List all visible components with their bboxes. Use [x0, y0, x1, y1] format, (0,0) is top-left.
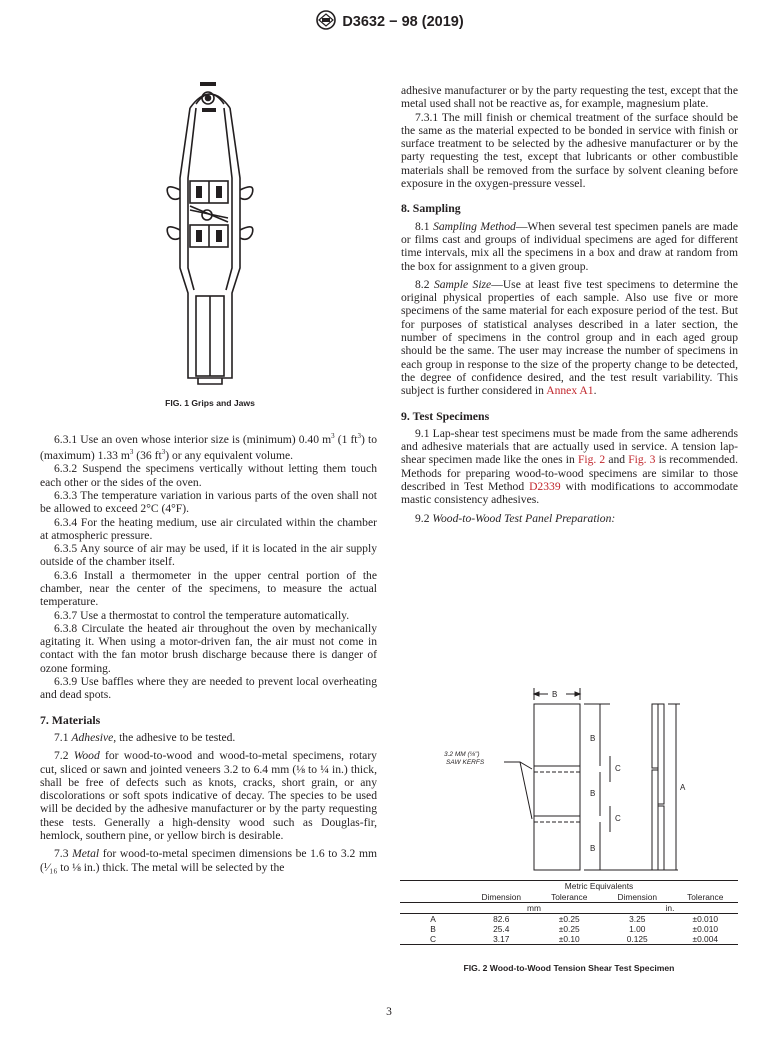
fig2-dim-b-2: B: [590, 789, 596, 798]
cell: ±0.004: [692, 934, 719, 944]
unit-mm: mm: [527, 903, 541, 913]
unit-in: in.: [665, 903, 675, 913]
row-label: A: [430, 914, 436, 924]
page-header: [0, 10, 778, 34]
annex-a1-link[interactable]: Annex A1: [546, 384, 594, 398]
cell: 25.4: [493, 924, 510, 934]
fig2-dim-a: A: [680, 783, 686, 792]
table-row: [400, 934, 738, 945]
cell: ±0.25: [558, 924, 580, 934]
para-7-1-term: Adhesive,: [71, 730, 117, 744]
para-7-3-term: Metal: [72, 847, 100, 861]
table-row: [400, 914, 738, 925]
col-dimension-mm: Dimension: [481, 892, 522, 902]
fig2-dim-b-1: B: [590, 734, 596, 743]
para-9-1-and: and: [608, 453, 626, 467]
para-7-1-num: 7.1: [54, 730, 69, 744]
fig2-specimen-drawing: [440, 686, 710, 876]
para-8-1: [401, 220, 738, 273]
para-8-1-term: Sampling Method: [433, 219, 516, 233]
para-8-2-num: 8.2: [415, 277, 430, 291]
cell: 0.125: [626, 934, 648, 944]
para-7-1-text: the adhesive to be tested.: [119, 730, 236, 744]
para-9-2-term: Wood-to-Wood Test Panel Preparation:: [432, 511, 616, 525]
col-tolerance-mm: Tolerance: [551, 892, 588, 902]
para-6-3-5: 6.3.5 Any source of air may be used, if it is located in the air supply outside of the chamber itself.: [40, 542, 377, 569]
astm-logo-icon: [314, 10, 338, 34]
para-7-1: [40, 731, 377, 744]
cell: ±0.10: [558, 934, 580, 944]
para-7-2-text: for wood-to-wood and wood-to-metal specimens, rotary cut, sliced or sawn and jointed veneers 3.2 to 6.4 mm (⅛ to ¼ in.) thick, shall be free of defects such as knots, cracks, short grain, or any discolorations or soft spots indicative of decay. The species to be used will be decided by the adhesive manufacturer or by the party requesting these tests. Generally a high-density wood such as Douglas-fir, hemlock, southern pine, or yellow birch is desirable.: [40, 749, 377, 843]
para-7-2-term: Wood: [73, 749, 100, 763]
metric-table-title: Metric Equivalents: [400, 880, 738, 892]
para-6-3-8: 6.3.8 Circulate the heated air throughout the oven by mechanically agitating it. When using a motor-driven fan, the air must not come in contact with the fan motor brush discharge because there is danger of ozone forming.: [40, 621, 377, 675]
para-9-2-num: 9.2: [415, 511, 430, 525]
fig2-link[interactable]: Fig. 2: [577, 453, 606, 467]
section-7-heading: 7. Materials: [40, 712, 101, 727]
fig2-caption: FIG. 2 Wood-to-Wood Tension Shear Test Specimen: [463, 963, 675, 973]
section-8-heading: 8. Sampling: [401, 201, 461, 216]
para-6-3-6: 6.3.6 Install a thermometer in the upper central portion of the chamber, near the center of the specimens, to measure the actual temperature.: [40, 568, 377, 609]
standard-designation: D3632 − 98 (2019): [342, 14, 464, 30]
para-7-2: [40, 749, 377, 842]
cell: 82.6: [493, 914, 510, 924]
para-7-3-num: 7.3: [54, 847, 69, 861]
fig2-kerf-label-1: 3.2 MM (⅛"): [444, 751, 480, 758]
para-9-1-text-b: is recommended. Methods for preparing wood-to-wood specimens are similar to those described in Test Method: [401, 453, 738, 494]
para-7-2-num: 7.2: [54, 749, 69, 763]
right-column: [401, 84, 738, 525]
para-9-1-text-a: 9.1 Lap-shear test specimens must be made from the same adherends and adhesive materials that are actually used in service. A tension lap-shear specimen made like the ones in: [401, 426, 738, 467]
row-label: C: [429, 934, 437, 944]
metric-equivalents-table: [400, 880, 738, 945]
cell: 3.17: [493, 934, 510, 944]
para-7-3: [40, 847, 377, 874]
para-8-1-text: —When several test specimen panels are made or films cast and groups of individual specimens are aged for different time intervals, mix all the specimens in a box and draw at random from the box for assignment to a given group.: [401, 219, 738, 273]
para-6-3-2: 6.3.2 Suspend the specimens vertically without letting them touch each other or the sides of the oven.: [40, 462, 377, 489]
fig1-caption: FIG. 1 Grips and Jaws: [165, 398, 255, 408]
left-column: [40, 430, 377, 874]
para-6-3-3: 6.3.3 The temperature variation in various parts of the oven shall not be allowed to exceed 2°C (4°F).: [40, 488, 377, 516]
row-label: B: [430, 924, 436, 934]
fig2-dim-b-top: B: [552, 690, 558, 699]
cell: ±0.010: [692, 924, 719, 934]
fig2-dim-c-1: C: [615, 764, 621, 773]
para-7-3-1: 7.3.1 The mill finish or chemical treatment of the surface should be the same as the material expected to be bonded in service with finish or surface treatment to be selected by the adhesive manufacturer or by the party requesting the test, except that lubricants or other combustible materials shall be removed from the surface by solvent cleaning before exposure in the oxygen-pressure vessel.: [401, 110, 738, 191]
cell: 1.00: [629, 924, 646, 934]
fig2-dim-b-3: B: [590, 844, 596, 853]
para-9-1: [401, 427, 738, 507]
col-tolerance-in: Tolerance: [687, 892, 724, 902]
col-dimension-in: Dimension: [617, 892, 658, 902]
fig2-kerf-label-2: SAW KERFS: [446, 759, 485, 766]
para-7-3-continued: adhesive manufacturer or by the party requesting the test, except that the metal used shall not be reactive as, for example, magnesium plate.: [401, 84, 738, 111]
para-8-2-text: —Use at least five test specimens to determine the original physical properties of each sample. Also use five or more specimens of the same material for each exposure period of the test. But for purposes of statistical analyses described in a later section, the number of specimens in the control group and in each aged group should be the same. The user may increase the number of specimens in each group in response to the size of the property change to be detected, the degree of confidence desired, and the test result variability. This subject is further considered in: [401, 277, 738, 398]
para-9-1-text-c: with modifications to accommodate mastic consistency adhesives.: [401, 480, 738, 507]
para-6-3-1: 6.3.1 Use an oven whose interior size is (minimum) 0.40 $m^3$ (1 $ft^3$) to (maximum) 1.33 $m^3$ (36 $ft^3$) or any equivalent volume.: [40, 432, 377, 463]
page-number: 3: [386, 1006, 392, 1018]
para-6-3-4: 6.3.4 For the heating medium, use air circulated within the chamber at atmospheric pressure.: [40, 515, 377, 542]
para-8-2-end: .: [593, 384, 597, 398]
cell: 3.25: [629, 914, 646, 924]
cell: ±0.010: [692, 914, 719, 924]
d2339-link[interactable]: D2339: [529, 480, 561, 494]
section-9-heading: 9. Test Specimens: [401, 408, 490, 423]
table-row: [400, 924, 738, 934]
para-7-3-text: for wood-to-metal specimen dimensions be 1.6 to 3.2 mm (¹⁄₁₆ to ⅛ in.) thick. The metal will be selected by the: [40, 847, 377, 874]
para-6-3-7: 6.3.7 Use a thermostat to control the temperature automatically.: [54, 608, 350, 622]
cell: ±0.25: [558, 914, 580, 924]
para-9-2: [401, 512, 738, 525]
fig3-link[interactable]: Fig. 3: [628, 453, 656, 467]
fig2-dim-c-2: C: [615, 814, 621, 823]
para-8-2-term: Sample Size: [433, 277, 492, 291]
para-8-2: [401, 278, 738, 398]
para-8-1-num: 8.1: [415, 219, 430, 233]
para-6-3-9: 6.3.9 Use baffles where they are needed to prevent local overheating and dead spots.: [40, 675, 377, 702]
fig1-grips-drawing: [150, 78, 270, 388]
